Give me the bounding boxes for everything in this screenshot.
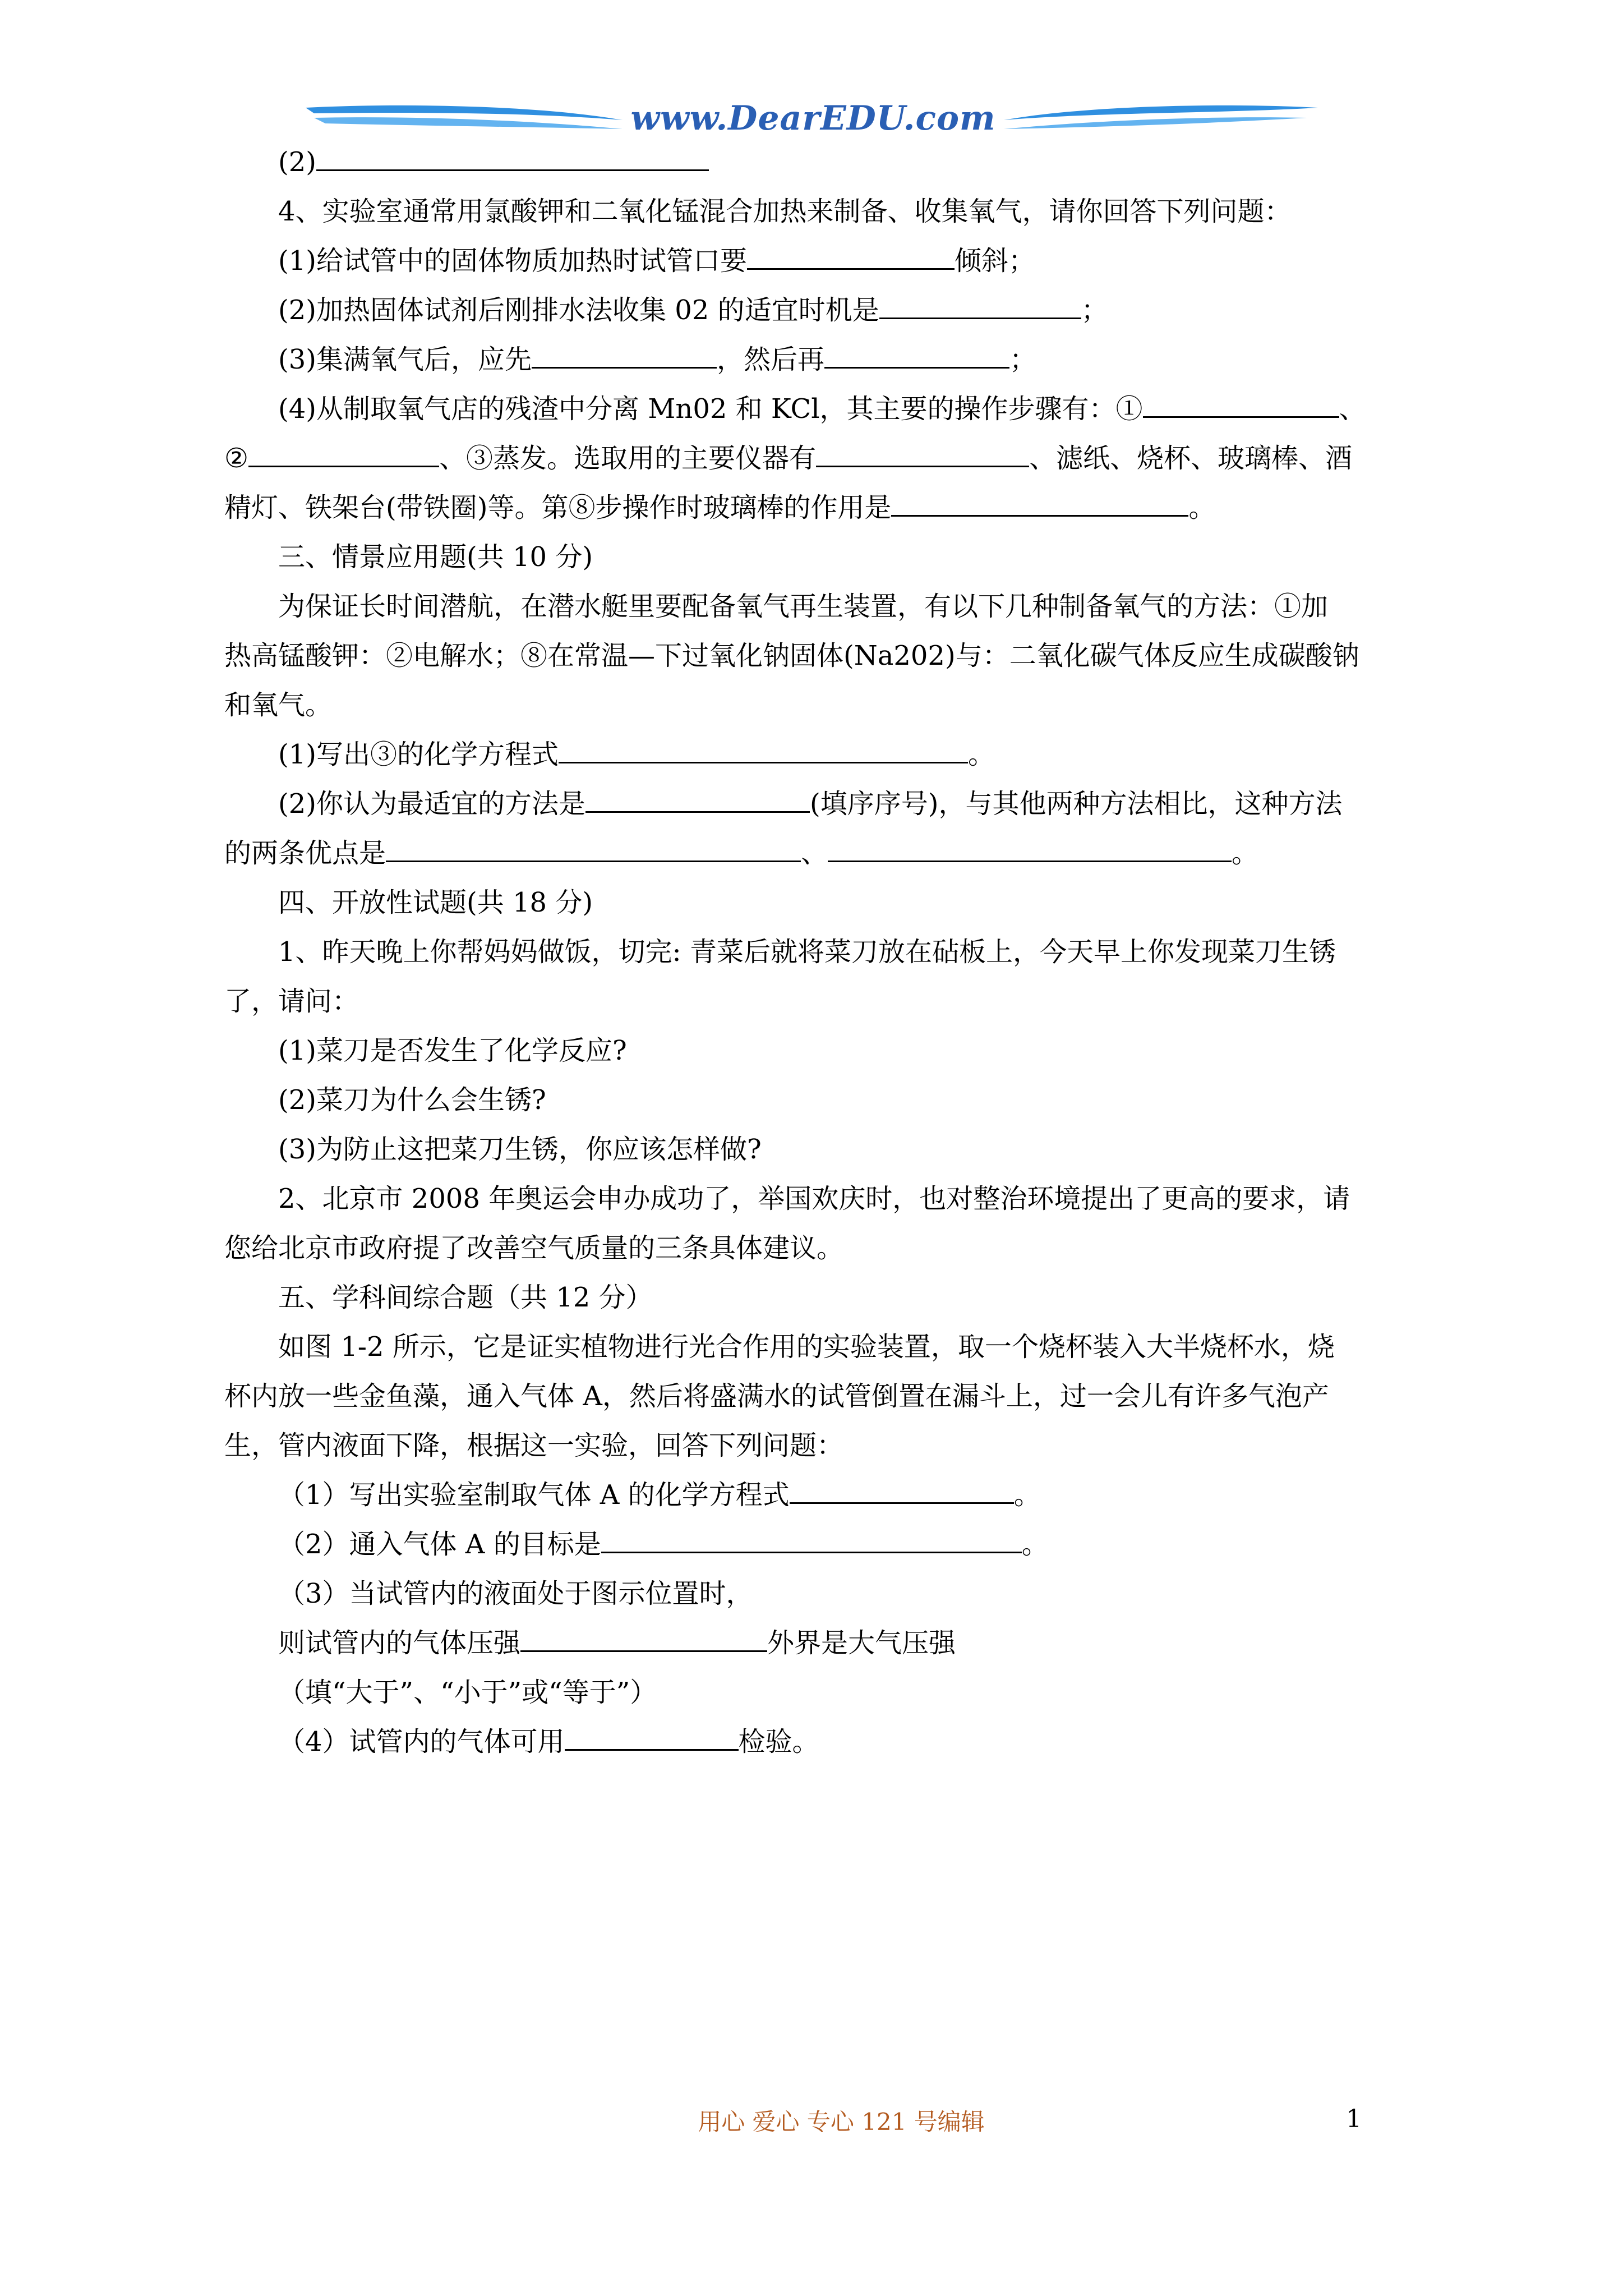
text-line: [224, 631, 1416, 680]
section-heading: [224, 532, 1416, 582]
answer-blank: [601, 1525, 1022, 1553]
line-text: 、: [1339, 393, 1366, 425]
line-text: 三、情景应用题(共 10 分): [278, 541, 593, 573]
answer-blank: [248, 439, 439, 467]
line-text: 您给北京市政府提了改善空气质量的三条具体建议。: [224, 1232, 844, 1264]
line-text: (2): [278, 146, 316, 178]
text-line: [224, 286, 1416, 335]
line-text: (1)菜刀是否发生了化学反应?: [278, 1035, 627, 1066]
text-line: [224, 1520, 1416, 1569]
text-line: [224, 335, 1416, 384]
text-line: [224, 1372, 1416, 1421]
line-text: ；: [1081, 295, 1108, 326]
line-text: 、滤纸、烧杯、玻璃棒、酒: [1029, 443, 1353, 474]
line-text: ，然后再: [717, 344, 825, 375]
text-line: [224, 1470, 1416, 1520]
answer-blank: [891, 488, 1188, 517]
answer-blank: [747, 241, 955, 270]
line-text: 。: [1021, 1529, 1049, 1560]
answer-blank: [559, 735, 968, 763]
line-text: 了，请问：: [224, 986, 359, 1017]
answer-blank: [790, 1475, 1014, 1504]
text-line: [224, 1223, 1416, 1273]
text-line: [224, 187, 1416, 236]
text-line: [224, 1421, 1416, 1470]
line-text: (4)从制取氧气店的残渣中分离 Mn02 和 KCl，其主要的操作步骤有：①: [278, 393, 1143, 425]
line-text: (填序序号)，与其他两种方法相比，这种方法: [810, 788, 1343, 820]
answer-blank: [386, 834, 801, 862]
text-line: [224, 384, 1416, 434]
answer-blank: [585, 784, 810, 813]
line-text: (3)集满氧气后，应先: [278, 344, 532, 375]
answer-blank: [816, 439, 1029, 467]
text-line: [224, 1026, 1416, 1075]
text-line: [224, 483, 1416, 532]
answer-blank: [565, 1722, 739, 1751]
answer-blank: [879, 291, 1081, 319]
text-line: [224, 977, 1416, 1026]
line-text: (1)给试管中的固体物质加热时试管口要: [278, 245, 747, 277]
text-line: [224, 927, 1416, 977]
text-line: [224, 829, 1416, 878]
text-line: [224, 582, 1416, 631]
answer-blank: [824, 340, 1009, 369]
line-text: 热高锰酸钾：②电解水；⑧在常温—下过氧化钠固体(Na202)与：二氧化碳气体反应生成碳酸钠: [224, 640, 1359, 671]
line-text: 杯内放一些金鱼藻，通入气体 A，然后将盛满水的试管倒置在漏斗上，过一会儿有许多气泡产: [224, 1381, 1329, 1412]
line-text: 1、昨天晚上你帮妈妈做饭，切完: 青菜后就将菜刀放在砧板上，今天早上你发现菜刀生锈: [278, 936, 1336, 968]
answer-blank: [316, 142, 709, 171]
text-line: [224, 1322, 1416, 1372]
document-body: [224, 137, 1416, 1766]
footer-editor-note: 用心 爱心 专心 121 号编辑: [698, 2108, 985, 2136]
line-text: （4）试管内的气体可用: [278, 1726, 565, 1757]
answer-blank: [1143, 389, 1339, 418]
line-text: 如图 1-2 所示，它是证实植物进行光合作用的实验装置，取一个烧杯装入大半烧杯水，烧: [278, 1331, 1335, 1363]
answer-blank: [828, 834, 1232, 862]
text-line: [224, 236, 1416, 286]
answer-blank: [532, 340, 717, 369]
text-line: [224, 1075, 1416, 1125]
text-line: [224, 1569, 1416, 1618]
line-text: 生，管内液面下降，根据这一实验，回答下列问题：: [224, 1430, 844, 1461]
line-text: 倾斜；: [955, 245, 1036, 277]
line-text: 2、北京市 2008 年奥运会申办成功了，举国欢庆时，也对整治环境提出了更高的要求，请: [278, 1183, 1350, 1214]
line-text: 检验。: [738, 1726, 819, 1757]
line-text: 则试管内的气体压强: [278, 1627, 521, 1659]
line-text: (1)写出③的化学方程式: [278, 739, 559, 770]
line-text: （3）当试管内的液面处于图示位置时，: [278, 1578, 753, 1609]
text-line: [224, 1174, 1416, 1223]
line-text: （2）通入气体 A 的目标是: [278, 1529, 601, 1560]
line-text: (2)菜刀为什么会生锈?: [278, 1084, 546, 1116]
line-text: 精灯、铁架台(带铁圈)等。第⑧步操作时玻璃棒的作用是: [224, 492, 892, 523]
line-text: (2)加热固体试剂后刚排水法收集 02 的适宜时机是: [278, 295, 879, 326]
line-text: （1）写出实验室制取气体 A 的化学方程式: [278, 1479, 790, 1511]
line-text: 。: [1188, 492, 1216, 523]
line-text: 4、实验室通常用氯酸钾和二氧化锰混合加热来制备、收集氧气，请你回答下列问题：: [278, 196, 1292, 227]
text-line: [224, 680, 1416, 730]
text-line: [224, 730, 1416, 779]
text-line: [224, 434, 1416, 483]
line-text: 。: [1013, 1479, 1041, 1511]
line-text: 四、开放性试题(共 18 分): [278, 887, 593, 918]
section-heading: [224, 1273, 1416, 1322]
answer-blank: [520, 1623, 767, 1652]
text-line: [224, 137, 1416, 187]
line-text: 。: [1232, 838, 1259, 869]
site-logo: www.DearEDU.com: [630, 99, 996, 138]
section-heading: [224, 878, 1416, 927]
line-text: 外界是大气压强: [767, 1627, 956, 1659]
page-number: 1: [1346, 2105, 1362, 2133]
line-text: 、: [801, 838, 828, 869]
text-line: [224, 1717, 1416, 1766]
text-line: [224, 1668, 1416, 1717]
line-text: (3)为防止这把菜刀生锈，你应该怎样做?: [278, 1134, 762, 1165]
line-text: 、③蒸发。选取用的主要仪器有: [439, 443, 817, 474]
text-line: [224, 779, 1416, 829]
text-line: [224, 1125, 1416, 1174]
line-text: 为保证长时间潜航，在潜水艇里要配备氧气再生装置，有以下几种制备氧气的方法：①加: [278, 591, 1329, 622]
text-line: [224, 1618, 1416, 1668]
line-text: ；: [1009, 344, 1037, 375]
line-text: ②: [224, 443, 249, 474]
line-text: 的两条优点是: [224, 838, 386, 869]
line-text: 和氧气。: [224, 689, 333, 721]
line-text: (2)你认为最适宜的方法是: [278, 788, 585, 820]
line-text: （填“大于”、“小于”或“等于”）: [278, 1677, 657, 1708]
line-text: 五、学科间综合题（共 12 分）: [278, 1282, 653, 1313]
line-text: 。: [968, 739, 995, 770]
